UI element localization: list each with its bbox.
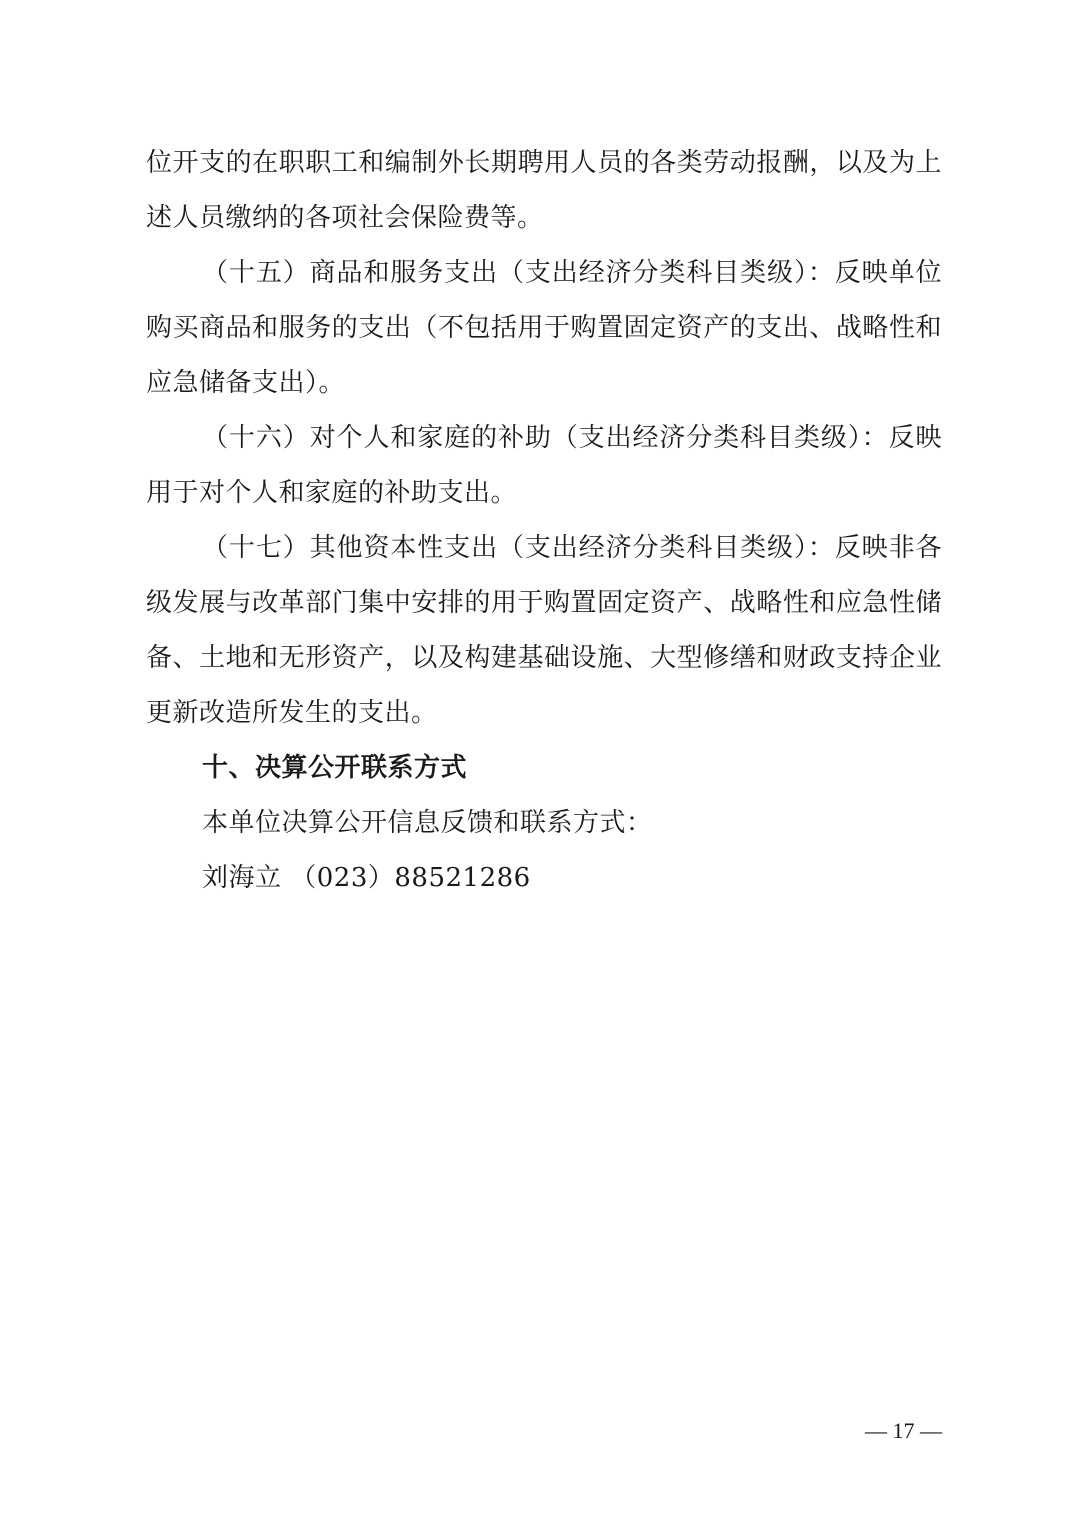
section-heading: 十、决算公开联系方式 xyxy=(202,753,468,783)
contact-line: 刘海立 （023）88521286 xyxy=(202,863,531,893)
paragraph-continuation: 位开支的在职职工和编制外长期聘用人员的各类劳动报酬，以及为上述人员缴纳的各项社会保险费等。 xyxy=(146,148,942,233)
page-number: — 17 — xyxy=(865,1418,942,1443)
document-body xyxy=(146,136,942,906)
contact-intro: 本单位决算公开信息反馈和联系方式： xyxy=(202,808,653,838)
paragraph-item-16: （十六）对个人和家庭的补助（支出经济分类科目类级）：反映用于对个人和家庭的补助支出。 xyxy=(146,423,942,508)
paragraph-item-17: （十七）其他资本性支出（支出经济分类科目类级）：反映非各级发展与改革部门集中安排的用于购置固定资产、战略性和应急性储备、土地和无形资产，以及构建基础设施、大型修缮和财政支持企业更新改造所发生的支出。 xyxy=(146,533,942,728)
paragraph-item-15: （十五）商品和服务支出（支出经济分类科目类级）：反映单位购买商品和服务的支出（不包括用于购置固定资产的支出、战略性和应急储备支出）。 xyxy=(146,258,942,398)
